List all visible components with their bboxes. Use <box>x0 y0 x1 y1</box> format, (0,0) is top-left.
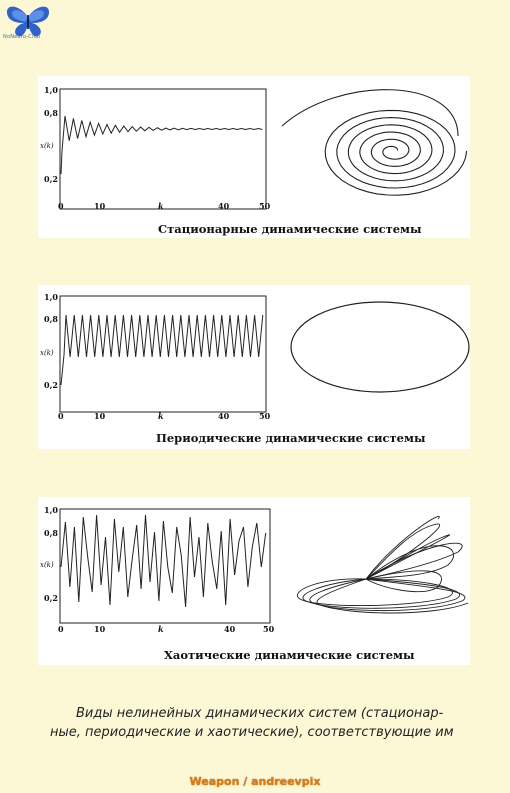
chaotic-figure <box>38 497 470 665</box>
x-tick-k: k <box>158 201 164 211</box>
chaotic-time-series <box>61 515 266 607</box>
chaotic-phase-attractor <box>297 516 468 613</box>
chaotic-panel <box>38 497 470 665</box>
credit-watermark: Weapon / andreevpix <box>189 775 321 788</box>
x-tick-10: 10 <box>94 201 106 211</box>
x-tick-k: k <box>158 624 164 634</box>
caption-line-2: ные, периодические и хаотические), соответствующие им <box>50 725 454 740</box>
stationary-caption: Стационарные динамические системы <box>158 222 422 236</box>
y-tick-1: 1,0 <box>44 505 58 515</box>
periodic-panel <box>38 285 470 449</box>
x-tick-0: 0 <box>58 201 64 211</box>
stationary-phase-spiral <box>282 90 467 196</box>
figure-caption <box>50 704 480 742</box>
x-tick-10: 10 <box>94 411 106 421</box>
x-tick-0: 0 <box>58 411 64 421</box>
x-tick-40: 40 <box>224 624 236 634</box>
caption-line-1: Виды нелинейных динамических систем (стационар- <box>76 706 444 721</box>
logo-text: NoNeuro-Club <box>3 34 41 40</box>
y-tick-02: 0,2 <box>44 380 58 390</box>
y-tick-02: 0,2 <box>44 174 58 184</box>
y-tick-08: 0,8 <box>44 314 58 324</box>
periodic-figure <box>38 285 470 449</box>
x-tick-50: 50 <box>259 411 271 421</box>
x-tick-k: k <box>158 411 164 421</box>
y-tick-1: 1,0 <box>44 292 58 302</box>
y-axis-label: x(k) <box>40 561 54 569</box>
x-tick-40: 40 <box>218 411 230 421</box>
stationary-figure <box>38 76 470 238</box>
periodic-time-series <box>61 315 263 385</box>
y-tick-02: 0,2 <box>44 593 58 603</box>
periodic-caption: Периодические динамические системы <box>156 431 426 445</box>
x-tick-10: 10 <box>94 624 106 634</box>
chaotic-caption: Хаотические динамические системы <box>164 648 415 662</box>
y-tick-1: 1,0 <box>44 85 58 95</box>
y-tick-08: 0,8 <box>44 108 58 118</box>
y-axis-label: x(k) <box>40 349 54 357</box>
x-tick-50: 50 <box>259 201 271 211</box>
x-tick-0: 0 <box>58 624 64 634</box>
x-tick-50: 50 <box>263 624 275 634</box>
stationary-panel <box>38 76 470 238</box>
y-tick-08: 0,8 <box>44 528 58 538</box>
stationary-time-series <box>61 116 262 174</box>
periodic-phase-ellipse <box>291 302 469 392</box>
y-axis-label: x(k) <box>40 142 54 150</box>
x-tick-40: 40 <box>218 201 230 211</box>
